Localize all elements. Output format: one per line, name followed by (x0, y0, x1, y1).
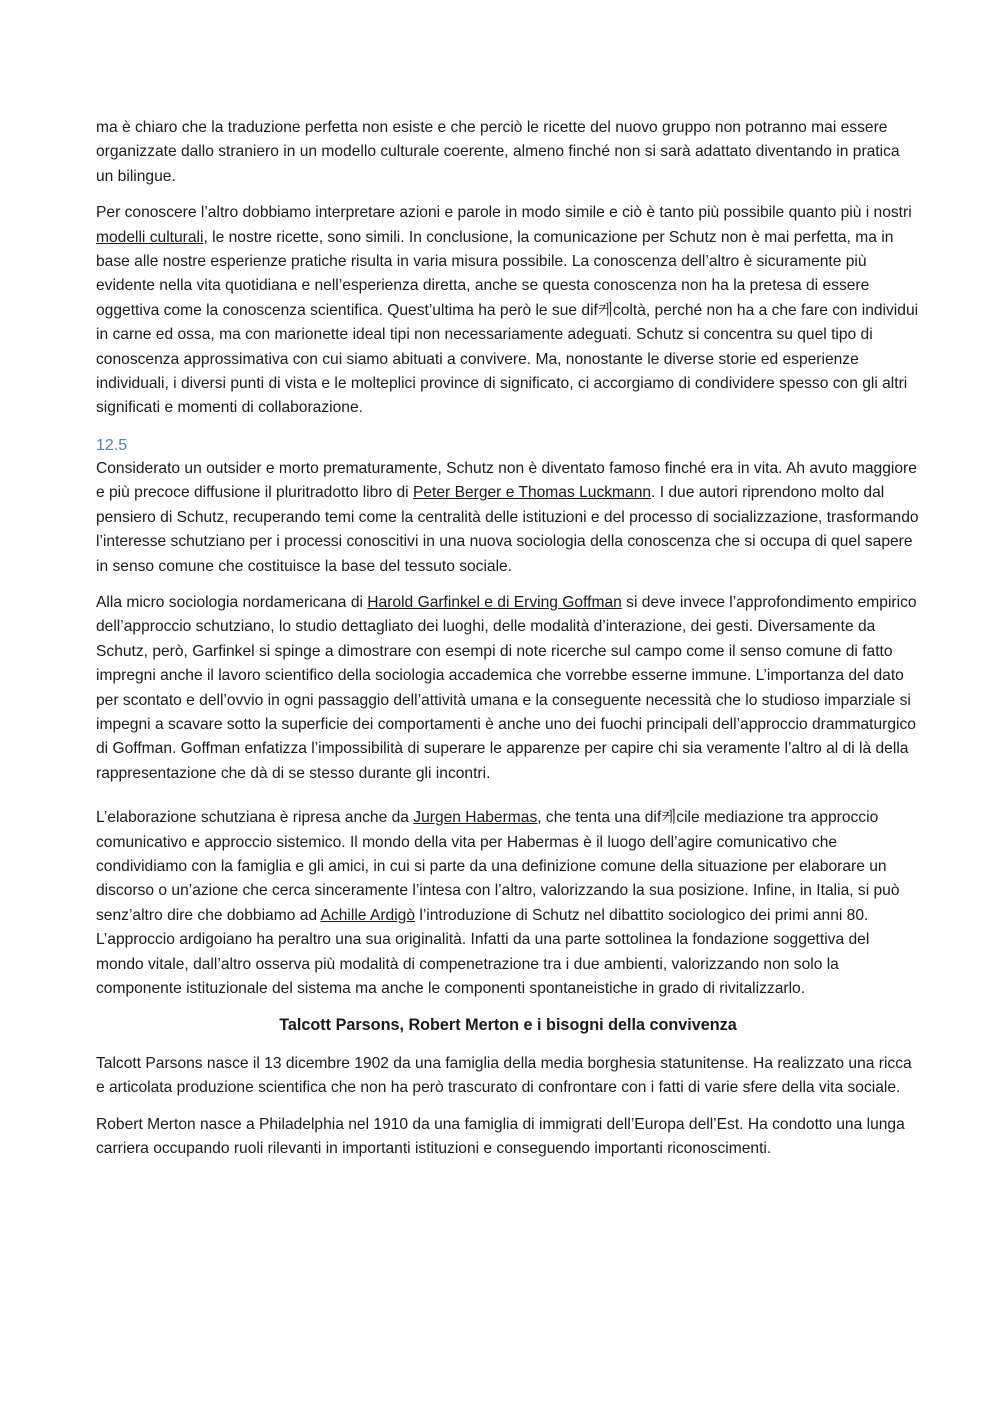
paragraph-text: , che tenta una dif케cile mediazione tra approccio comunicativo e approccio sistemico. Il mondo della vita per Habermas è il luogo dell’agire comunicativo che condividiamo con la famiglia e gli amici, in cui si parte da una definizione comune della situazione per elaborare un discorso o un’azione che cerca sinceramente l’intesa con l’altro, valorizzando la sua posizione. Infine, in Italia, si può senz’altro dire che dobbiamo ad (96, 809, 900, 924)
section-title: Talcott Parsons, Robert Merton e i bisogni della convivenza (279, 1016, 737, 1035)
paragraph-text: Talcott Parsons nasce il 13 dicembre 1902 da una famiglia della media borghesia statunitense. Ha realizzato una ricca e articolata produzione scientifica che non ha però trascurato di confrontare con i fatti di varie sfere della vita sociale. (96, 1054, 912, 1097)
paragraph-text: . I due autori riprendono molto dal pensiero di Schutz, recuperando temi come la centralità delle istituzioni e del processo di socializzazione, trasformando l’interesse schutziano per i processi conoscitivi in una nuova sociologia della conoscenza che si occupa di quel sapere in senso comune che costituisce la base del tessuto sociale. (96, 484, 919, 575)
paragraph-text: Robert Merton nasce a Philadelphia nel 1910 da una famiglia di immigrati dell’Europa dell’Est. Ha condotto una lunga carriera occupando ruoli rilevanti in importanti istituzioni e conseguendo importanti riconoscimenti. (96, 1115, 905, 1158)
paragraph-text: Per conoscere l’altro dobbiamo interpretare azioni e parole in modo simile e ciò è tanto più possibile quanto più i nostri (96, 204, 912, 222)
section-number: 12.5 (96, 436, 128, 454)
paragraph-text: Considerato un outsider e morto prematuramente, Schutz non è diventato famoso finché era in vita. Ah avuto maggiore e più precoce diffusione il pluritradotto libro di (96, 459, 917, 502)
link-habermas[interactable]: Jurgen Habermas (413, 809, 538, 827)
paragraph-text: Alla micro sociologia nordamericana di (96, 593, 368, 611)
paragraph-text: si deve invece l’approfondimento empirico dell’approccio schutziano, lo studio dettagliato dei luoghi, delle modalità d’interazione, dei gesti. Diversamente da Schutz, però, Garfinkel si spinge a dimostrare con esempi di note ricerche sul campo come il senso comune di fatto impregni anche il lavoro scientifico della sociologia accademica che vorrebbe esserne immune. L’importanza del dato per scontato e dell’ovvio in ogni passaggio dell’attività umana e la conseguente necessità che lo studioso imparziale si impegni a scavare sotto la superficie dei comportamenti è anche uno dei fuochi principali dell’approccio drammaturgico di Goffman. Goffman enfatizza l’impossibilità di superare le apparenze per capire chi sia veramente l’altro al di là della rappresentazione che dà di se stesso durante gli incontri. (96, 593, 917, 782)
paragraph-text: ma è chiaro che la traduzione perfetta non esiste e che perciò le ricette del nuovo gruppo non potranno mai essere organizzate dallo straniero in un modello culturale coerente, almeno finché non si sarà adattato diventando in pratica un bilingue. (96, 119, 900, 185)
paragraph-translation (96, 116, 920, 189)
paragraph-text: l’introduzione di Schutz nel dibattito sociologico dei primi anni 80. L’approccio ardigoiano ha peraltro una sua originalità. Infatti da una parte sottolinea la fondazione soggettiva del mondo vitale, dall’altro osserva più modalità di compenetrazione tra i due ambienti, valorizzando non solo la componente istituzionale del sistema ma anche le componenti spontaneistiche in grado di rivitalizzarlo. (96, 906, 870, 997)
link-ardigo[interactable]: Achille Ardigò (320, 906, 416, 924)
paragraph-berger-luckmann (96, 457, 920, 579)
paragraph-text: , le nostre ricette, sono simili. In conclusione, la comunicazione per Schutz non è mai perfetta, ma in base alle nostre esperienze pratiche risulta in varia misura possibile. La conoscenza dell’altro è sicuramente più evidente nella vita quotidiana e nell’esperienza diretta, anche se questa conoscenza non ha la pretesa di essere oggettiva come la conoscenza scientifica. Quest’ultima ha però le sue dif케coltà, perché non ha a che fare con individui in carne ed ossa, ma con marionette ideal tipi non necessariamente adeguati. Schutz si concentra su quel tipo di conoscenza approssimativa con cui siamo abituati a convivere. Ma, nonostante le diverse storie ed esperienze individuali, i diversi punti di vista e le molteplici province di significato, ci accorgiamo di condividere spesso con gli altri significati e momenti di collaborazione. (96, 228, 919, 417)
paragraph-merton (96, 1113, 920, 1162)
link-modelli-culturali[interactable]: modelli culturali (96, 228, 204, 246)
paragraph-garfinkel-goffman (96, 591, 920, 786)
paragraph-text: L’elaborazione schutziana è ripresa anche da (96, 809, 414, 827)
paragraph-parsons (96, 1052, 920, 1101)
paragraph-knowledge (96, 201, 920, 421)
document-page (96, 116, 920, 1173)
link-garfinkel-goffman[interactable]: Harold Garfinkel e di Erving Goffman (367, 593, 622, 611)
paragraph-habermas (96, 806, 920, 1001)
link-berger-luckmann[interactable]: Peter Berger e Thomas Luckmann (412, 484, 652, 502)
